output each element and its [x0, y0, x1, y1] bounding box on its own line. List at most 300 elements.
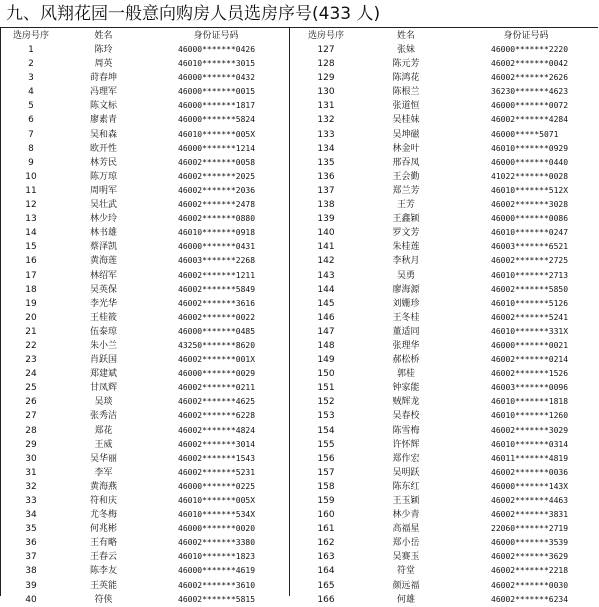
id-number: 46002*******3380: [178, 538, 256, 548]
id-number: 46000*******1817: [178, 101, 256, 111]
row-number: 131: [317, 101, 335, 112]
person-name: 甘凤辉: [89, 383, 117, 394]
id-number: 46002*******6228: [178, 411, 256, 421]
page-title: 九、风翔花园一般意向购房人员选房序号(433 人): [6, 4, 381, 24]
person-name: 郑兰芳: [392, 185, 420, 196]
id-number: 46010*******3015: [178, 59, 256, 69]
row-number: 39: [25, 580, 37, 591]
row-number: 26: [25, 397, 37, 408]
table-row: [1, 269, 288, 283]
id-number: 46002*******5241: [491, 312, 569, 322]
person-name: 林书雄: [89, 228, 117, 239]
row-number: 146: [317, 312, 335, 323]
person-name: 吴勇: [396, 270, 415, 281]
person-name: 林芳民: [89, 157, 117, 168]
id-number: 46002*******3610: [178, 580, 256, 590]
table-row: [296, 480, 596, 494]
id-number: 36230*******4623: [491, 87, 569, 97]
row-number: 4: [28, 87, 34, 98]
row-number: 162: [317, 538, 335, 549]
id-number: 46002*******2626: [491, 73, 569, 83]
row-number: 129: [317, 73, 335, 84]
person-name: 陈玲: [94, 45, 113, 55]
table-row: [296, 424, 596, 438]
table-row: [296, 325, 596, 339]
table-row: [296, 198, 596, 212]
id-number: 46002*******3029: [491, 425, 569, 435]
person-name: 王玉颖: [392, 496, 420, 506]
row-number: 139: [317, 214, 335, 225]
person-name: 王冬桂: [392, 312, 420, 323]
id-number: 46000*******0086: [491, 214, 569, 224]
id-number: 46010*******0314: [491, 439, 569, 449]
row-number: 23: [25, 355, 37, 366]
table-row: [296, 240, 596, 254]
id-number: 46000*******0432: [178, 73, 256, 83]
row-number: 31: [25, 467, 37, 478]
id-number: 46000*******143X: [491, 481, 569, 491]
person-name: 郑花: [94, 425, 113, 436]
table-row: [296, 254, 596, 268]
table-row: [296, 395, 596, 409]
id-number: 46003*******6521: [491, 242, 569, 252]
person-name: 张妹: [396, 45, 415, 55]
id-number: 46002*******2478: [178, 200, 256, 210]
person-name: 郑建斌: [89, 369, 117, 380]
row-number: 13: [25, 214, 37, 225]
row-number: 132: [317, 115, 335, 126]
table-row: [296, 226, 596, 240]
table-row: [1, 226, 288, 240]
id-number: 46002*******3014: [178, 439, 256, 449]
id-number: 46010*******005X: [178, 129, 256, 139]
id-number: 46002*******2725: [491, 256, 569, 266]
id-number: 46002*******001X: [178, 355, 256, 365]
table-row: [1, 71, 288, 85]
table-row: [296, 311, 596, 325]
header-no: 选房号序: [307, 31, 344, 41]
person-name: 王鑫颖: [392, 214, 420, 225]
row-number: 8: [28, 143, 34, 154]
id-number: 22060*******2719: [491, 524, 569, 534]
id-number: 46000*******0431: [178, 242, 256, 252]
row-number: 3: [28, 73, 34, 84]
table-row: [1, 409, 288, 423]
person-name: 何兆彬: [89, 524, 117, 535]
person-name: 朱小兰: [89, 340, 117, 351]
row-number: 159: [317, 496, 335, 506]
id-number: 46002*******0022: [178, 312, 256, 322]
row-number: 157: [317, 467, 335, 478]
table-row: [1, 212, 288, 226]
person-name: 王桂筱: [89, 312, 117, 323]
id-number: 46000*******3539: [491, 538, 569, 548]
id-number: 46010*******0247: [491, 228, 569, 238]
table-row: [296, 452, 596, 466]
table-row: [1, 550, 288, 564]
person-name: 郝松桥: [392, 355, 420, 366]
id-number: 46000*******2220: [491, 45, 569, 54]
row-number: 155: [317, 439, 335, 450]
id-number: 46011*******4819: [491, 453, 569, 463]
table-row: [1, 297, 288, 311]
row-number: 35: [25, 524, 37, 535]
id-number: 46010*******2713: [491, 270, 569, 280]
id-number: 46002*******0214: [491, 355, 569, 365]
table-row: [296, 212, 596, 226]
person-name: 张秀洁: [89, 411, 117, 422]
person-name: 李秋月: [392, 256, 420, 267]
person-name: 邢吞凤: [392, 157, 420, 168]
row-number: 6: [28, 115, 34, 126]
row-number: 40: [25, 594, 37, 605]
row-number: 2: [28, 59, 34, 70]
person-name: 尤冬梅: [89, 510, 117, 521]
id-number: 46002*******0042: [491, 59, 569, 69]
id-number: 46002*******6234: [491, 594, 569, 604]
table-row: [1, 43, 288, 57]
row-number: 33: [25, 496, 37, 506]
table-row: [1, 395, 288, 409]
table-row: [296, 71, 596, 85]
id-number: 46010*******0929: [491, 143, 569, 153]
person-name: 林金叶: [392, 143, 420, 154]
table-row: [296, 269, 596, 283]
row-number: 11: [25, 185, 37, 196]
header-no: 选房号序: [12, 31, 49, 41]
row-number: 17: [25, 270, 37, 281]
person-name: 陈根兰: [392, 87, 420, 98]
person-name: 许怀辉: [392, 439, 420, 450]
person-name: 吴和森: [89, 129, 117, 140]
right-body: [296, 43, 596, 607]
person-name: 贼辉龙: [392, 397, 420, 408]
row-number: 27: [25, 411, 37, 422]
person-name: 黄海燕: [89, 481, 117, 492]
table-row: [296, 184, 596, 198]
left-table: [1, 29, 288, 607]
row-number: 37: [25, 552, 37, 563]
person-name: 林少玲: [89, 214, 117, 225]
id-number: 46010*******005X: [178, 496, 256, 505]
id-number: 46002*******4284: [491, 115, 569, 125]
row-number: 161: [317, 524, 335, 535]
id-number: 46000*******0426: [178, 45, 256, 54]
row-number: 147: [317, 326, 335, 337]
table-row: [296, 593, 596, 607]
table-row: [296, 409, 596, 423]
person-name: 冯理军: [89, 87, 117, 98]
row-number: 166: [317, 594, 335, 605]
row-number: 163: [317, 552, 335, 563]
row-number: 18: [25, 284, 37, 295]
person-name: 吴春校: [392, 411, 420, 422]
row-number: 7: [28, 129, 34, 140]
table-row: [1, 466, 288, 480]
table-row: [296, 156, 596, 170]
table-row: [296, 128, 596, 142]
table-row: [296, 367, 596, 381]
person-name: 郭桂: [396, 369, 415, 380]
row-number: 30: [25, 453, 37, 464]
table-row: [1, 198, 288, 212]
id-number: 46002*******5231: [178, 467, 256, 477]
row-number: 127: [317, 45, 335, 55]
id-number: 46003*******2268: [178, 256, 256, 266]
row-number: 144: [317, 284, 335, 295]
row-number: 5: [28, 101, 34, 112]
id-number: 46000*******5824: [178, 115, 256, 125]
row-number: 133: [317, 129, 335, 140]
row-number: 154: [317, 425, 335, 436]
person-name: 李军: [94, 467, 113, 478]
id-number: 46002*******0058: [178, 157, 256, 167]
row-number: 153: [317, 411, 335, 422]
table-row: [1, 57, 288, 71]
header-id: 身份证号码: [193, 31, 239, 41]
row-number: 14: [25, 228, 37, 239]
table-row: [1, 480, 288, 494]
id-number: 46010*******331X: [491, 326, 569, 336]
row-number: 29: [25, 439, 37, 450]
id-number: 46002*******0880: [178, 214, 256, 224]
person-name: 王芳: [396, 200, 415, 211]
table-row: [296, 99, 596, 113]
id-number: 46002*******4625: [178, 397, 256, 407]
table-row: [1, 494, 288, 508]
person-name: 王会勤: [392, 171, 420, 182]
person-name: 郑作宏: [392, 453, 420, 464]
person-name: 林绍军: [89, 270, 117, 281]
table-row: [296, 283, 596, 297]
person-name: 陈雪梅: [392, 425, 420, 436]
id-number: 41022*******0028: [491, 171, 569, 181]
table-row: [1, 85, 288, 99]
row-number: 138: [317, 200, 335, 211]
table-row: [296, 381, 596, 395]
table-row: [1, 438, 288, 452]
person-name: 颜远福: [392, 580, 420, 591]
row-number: 15: [25, 242, 37, 253]
table-row: [1, 99, 288, 113]
row-number: 142: [317, 256, 335, 267]
person-name: 罗文芳: [392, 228, 420, 239]
table-row: [1, 536, 288, 550]
table-row: [1, 128, 288, 142]
row-number: 156: [317, 453, 335, 464]
row-number: 137: [317, 185, 335, 196]
row-number: 165: [317, 580, 335, 591]
row-number: 20: [25, 312, 37, 323]
person-name: 李光华: [89, 298, 117, 309]
id-number: 46000*******0015: [178, 87, 256, 97]
table-row: [1, 564, 288, 578]
person-name: 廖海源: [392, 284, 420, 295]
person-name: 周英: [94, 59, 113, 70]
row-number: 130: [317, 87, 335, 98]
id-number: 46002*******2218: [491, 566, 569, 576]
table-row: [296, 522, 596, 536]
person-name: 符和庆: [89, 496, 117, 506]
person-name: 廖素青: [89, 115, 117, 126]
row-number: 25: [25, 383, 37, 394]
table-row: [296, 57, 596, 71]
right-table: [296, 29, 596, 607]
table-row: [1, 142, 288, 156]
id-number: 46002*******0036: [491, 467, 569, 477]
person-name: 王英能: [89, 580, 117, 591]
person-name: 蔡泽凯: [89, 242, 117, 253]
person-name: 莳春坤: [89, 73, 117, 84]
person-name: 符侠: [94, 594, 113, 605]
row-number: 24: [25, 369, 37, 380]
person-name: 陈李友: [89, 566, 117, 577]
id-number: 46002*******3616: [178, 298, 256, 308]
row-number: 134: [317, 143, 335, 154]
row-number: 22: [25, 340, 37, 351]
id-number: 46002*******1526: [491, 369, 569, 379]
table-row: [1, 353, 288, 367]
id-number: 46000*******0072: [491, 101, 569, 111]
id-number: 46002*******1543: [178, 453, 256, 463]
id-number: 46002*******5850: [491, 284, 569, 294]
person-name: 钟家能: [392, 383, 420, 394]
id-number: 46002*******0211: [178, 383, 256, 393]
right-header-row: [296, 29, 596, 43]
table-row: [296, 142, 596, 156]
row-number: 160: [317, 510, 335, 521]
person-name: 吴明跃: [392, 467, 420, 478]
header-name: 姓名: [396, 31, 415, 41]
row-number: 149: [317, 355, 335, 366]
id-number: 46003*******0096: [491, 383, 569, 393]
id-number: 46002*******3831: [491, 510, 569, 520]
person-name: 王有略: [89, 538, 117, 549]
row-number: 151: [317, 383, 335, 394]
person-name: 吴英保: [89, 284, 117, 295]
row-number: 19: [25, 298, 37, 309]
row-number: 145: [317, 298, 335, 309]
table-row: [1, 381, 288, 395]
row-number: 143: [317, 270, 335, 281]
row-number: 148: [317, 340, 335, 351]
row-number: 10: [25, 171, 37, 182]
id-number: 46000*******0225: [178, 481, 256, 491]
person-name: 陈万琼: [89, 171, 117, 182]
table-row: [296, 297, 596, 311]
row-number: 140: [317, 228, 335, 239]
row-number: 128: [317, 59, 335, 70]
row-number: 9: [28, 157, 34, 168]
table-row: [296, 466, 596, 480]
table-row: [296, 339, 596, 353]
row-number: 1: [28, 45, 34, 55]
person-name: 吴琰: [94, 397, 113, 408]
header-name: 姓名: [94, 31, 113, 41]
row-number: 28: [25, 425, 37, 436]
id-number: 46010*******0918: [178, 228, 256, 238]
table-row: [1, 254, 288, 268]
table-row: [296, 579, 596, 593]
table-row: [1, 424, 288, 438]
left-body: [1, 43, 288, 607]
table-row: [296, 85, 596, 99]
person-name: 吴壮武: [89, 200, 117, 211]
person-name: 周明军: [89, 185, 117, 196]
table-row: [1, 579, 288, 593]
person-name: 朱桂莲: [392, 242, 420, 253]
row-number: 38: [25, 566, 37, 577]
row-number: 34: [25, 510, 37, 521]
column-divider: [289, 28, 290, 596]
id-number: 46000*******1214: [178, 143, 256, 153]
row-number: 136: [317, 171, 335, 182]
row-number: 158: [317, 481, 335, 492]
id-number: 46010*******1818: [491, 397, 569, 407]
row-number: 32: [25, 481, 37, 492]
row-number: 16: [25, 256, 37, 267]
table-row: [1, 367, 288, 381]
person-name: 王春云: [89, 552, 117, 563]
table-row: [1, 325, 288, 339]
person-name: 刘姗珍: [392, 298, 420, 309]
id-number: 46000*******0021: [491, 340, 569, 350]
id-number: 46010*******534X: [178, 510, 256, 520]
table-row: [296, 353, 596, 367]
table-row: [1, 184, 288, 198]
table-row: [296, 564, 596, 578]
table-row: [1, 593, 288, 607]
id-number: 46002*******0030: [491, 580, 569, 590]
id-number: 46000*******4619: [178, 566, 256, 576]
id-number: 46002*******5849: [178, 284, 256, 294]
person-name: 黄海莲: [89, 256, 117, 267]
person-name: 张道恒: [392, 101, 420, 112]
row-number: 21: [25, 326, 37, 337]
row-number: 141: [317, 242, 335, 253]
table-row: [1, 508, 288, 522]
person-name: 陈文标: [89, 101, 117, 112]
id-number: 46000*******0440: [491, 157, 569, 167]
person-name: 张理华: [392, 340, 420, 351]
table-row: [296, 508, 596, 522]
person-name: 陈东红: [392, 481, 420, 492]
id-number: 46002*******4463: [491, 496, 569, 505]
id-number: 46002*******3629: [491, 552, 569, 562]
person-name: 陈元芳: [392, 59, 420, 70]
id-number: 46010*******512X: [491, 185, 569, 195]
id-number: 46002*******3028: [491, 200, 569, 210]
id-number: 46000*******0020: [178, 524, 256, 534]
row-number: 150: [317, 369, 335, 380]
id-number: 46002*******2025: [178, 171, 256, 181]
table-row: [1, 522, 288, 536]
id-number: 46002*******1211: [178, 270, 256, 280]
row-number: 164: [317, 566, 335, 577]
table-row: [1, 283, 288, 297]
person-name: 陈鸿花: [392, 73, 420, 84]
table-row: [1, 113, 288, 127]
left-header-row: [1, 29, 288, 43]
person-name: 伍泰琼: [89, 326, 117, 337]
person-name: 吴桂妹: [392, 115, 420, 126]
table-row: [296, 494, 596, 508]
person-name: 王威: [94, 439, 113, 450]
table-row: [296, 438, 596, 452]
table-row: [296, 550, 596, 564]
header-id: 身份证号码: [503, 31, 549, 41]
person-name: 高福星: [392, 524, 420, 535]
